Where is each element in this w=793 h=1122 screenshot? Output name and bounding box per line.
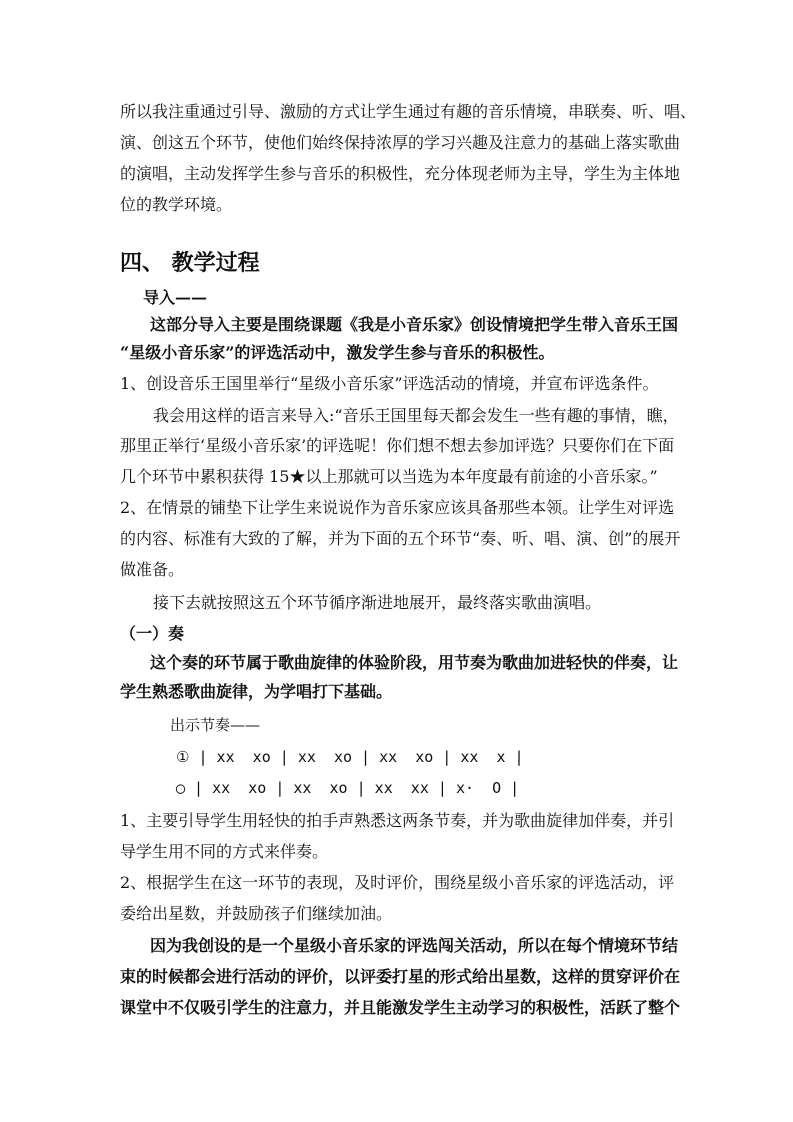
paragraph-line: 这部分导入主要是围绕课题《我是小音乐家》创设情境把学生带入音乐王国 (150, 315, 679, 334)
paragraph-line: 导学生用不同的方式来伴奏。 (120, 842, 329, 861)
list-item: 2、在情景的铺垫下让学生来说说作为音乐家应该具备那些本领。让学生对评选 (120, 498, 675, 517)
paragraph-line: 所以我注重通过引导、激励的方式让学生通过有趣的音乐情境，串联奏、听、唱、 (120, 102, 697, 121)
paragraph-line: 因为我创设的是一个星级小音乐家的评选闯关活动，所以在每个情境环节结 (150, 936, 679, 955)
paragraph-line: 的演唱，主动发挥学生参与音乐的积极性，充分体现老师为主导，学生为主体地 (120, 164, 681, 183)
paragraph-line: 的内容、标准有大致的了解，并为下面的五个环节“奏、听、唱、演、创”的展开 (120, 529, 681, 548)
rhythm-pattern: ◯ | xx xo | xx xo | xx xx | x· O | (176, 779, 520, 797)
paragraph-line: 学生熟悉歌曲旋律，为学唱打下基础。 (120, 682, 393, 701)
paragraph-line: 出示节奏—— (170, 716, 261, 734)
paragraph-line: 那里正举行‘星级小音乐家’的评选呢！你们想不想去参加评选？只要你们在下面 (120, 436, 675, 455)
paragraph-line: 我会用这样的语言来导入:“音乐王国里每天都会发生一些有趣的事情，瞧， (153, 406, 679, 425)
list-item: 1、创设音乐王国里举行“星级小音乐家”评选活动的情境，并宣布评选条件。 (120, 374, 659, 393)
list-item: 2、根据学生在这一环节的表现，及时评价，围绕星级小音乐家的评选活动，评 (120, 873, 675, 892)
paragraph-line: 课堂中不仅吸引学生的注意力，并且能激发学生主动学习的积极性，活跃了整个 (120, 998, 681, 1017)
list-item: 1、主要引导学生用轻快的拍手声熟悉这两条节奏，并为歌曲旋律加伴奏，并引 (120, 811, 675, 830)
paragraph-line: 位的教学环境。 (120, 195, 233, 214)
subheading: （一）奏 (120, 624, 185, 643)
paragraph-line: 委给出星数，并鼓励孩子们继续加油。 (120, 904, 393, 923)
rhythm-pattern: ① | xx xo | xx xo | xx xo | xx x | (176, 748, 524, 766)
subheading: 导入—— (143, 288, 208, 307)
paragraph-line: 演、创这五个环节，使他们始终保持浓厚的学习兴趣及注意力的基础上落实歌曲 (120, 133, 681, 152)
paragraph-line: 束的时候都会进行活动的评价，以评委打星的形式给出星数，这样的贯穿评价在 (120, 967, 681, 986)
paragraph-line: 做准备。 (120, 560, 185, 579)
paragraph-line: 这个奏的环节属于歌曲旋律的体验阶段，用节奏为歌曲加进轻快的伴奏，让 (150, 653, 679, 672)
paragraph-line: 几个环节中累积获得 15★以上那就可以当选为本年度最有前途的小音乐家。” (120, 467, 658, 486)
section-heading: 四、 教学过程 (120, 251, 260, 276)
paragraph-line: “星级小音乐家”的评选活动中，激发学生参与音乐的积极性。 (120, 343, 555, 362)
paragraph-line: 接下去就按照这五个环节循序渐进地展开，最终落实歌曲演唱。 (153, 593, 602, 612)
